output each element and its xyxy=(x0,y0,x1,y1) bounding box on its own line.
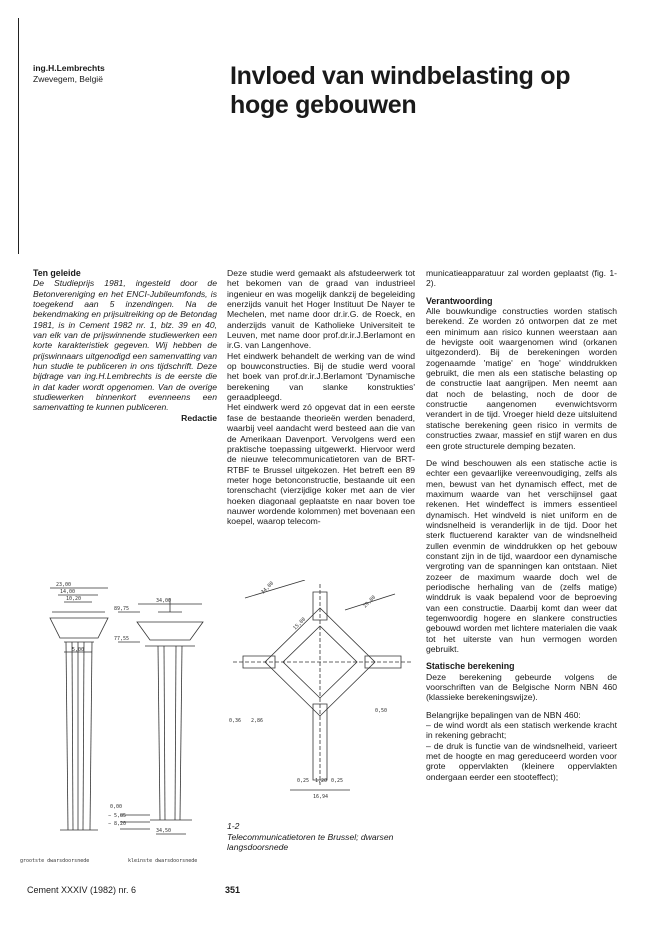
dimension-label: 89,75 xyxy=(114,606,130,612)
dimension-label: 34,50 xyxy=(156,828,172,834)
author-location: Zwevegem, België xyxy=(33,74,103,84)
paragraph: Het eindwerk behandelt de werking van de wind op bouwconstructies. Bij de studie werd vooral het boek van prof.dr.ir.J.Berlamont 'Dynamische berekening van slanke konstrukties' geraadpleegd. xyxy=(227,350,415,403)
dimension-label: 0,50 xyxy=(375,708,388,714)
paragraph: municatieapparatuur zal worden geplaatst (fig. 1-2). xyxy=(426,268,617,289)
dimension-label: 77,55 xyxy=(114,636,130,642)
author-name: ing.H.Lembrechts xyxy=(33,63,105,73)
author-block xyxy=(33,63,105,85)
intro-column xyxy=(33,268,217,423)
dimension-label: 34,00 xyxy=(260,580,276,596)
paragraph: Deze berekening gebeurde volgens de voorschriften van de Belgische Norm NBN 460 (klassieke berekeningswijze). xyxy=(426,671,617,703)
dimension-label: 10,20 xyxy=(66,596,82,602)
dimension-label: 0,25 xyxy=(297,778,310,784)
list-item: – de wind wordt als een statisch werkende kracht in rekening gebracht; xyxy=(426,720,617,741)
paragraph: Deze studie werd gemaakt als afstudeerwerk tot het bekomen van de graad van industrieel ingenieur en was mogelijk dankzij de begeleiding enerzijds vanuit het Hoger Instituut De Nayer te Mechelen, met name door dr.ir.G. de Roeck, en anderzijds vanuit de Katholieke Universiteit te Leuven, met name door prof.dr.ir.J.Berlamont en ir.G. van Langenhove. xyxy=(227,268,415,351)
intro-signature: Redactie xyxy=(181,412,217,423)
figure-caption xyxy=(227,821,427,853)
intro-text: De Studieprijs 1981, ingesteld door de Betonvereniging en het ENCI-Jubileumfonds, is toegekend aan 5 inzendingen. Na de bekendmaking en prijsuitreiking op de Betondag 1981, is in Cement 1982 nr. 1, blz. 39 en 40, van elk van de prijswinnende studiewerken een korte karakteristiek gegeven. Wij hebben de prijswinnaars uitgenodigd een samenvatting van hun studie te publiceren in ons tijdschrift. Deze bijdrage van ing.H.Lembrechts is de eerste die in dat kader wordt opgenomen. Van de overige studiewerken binnenkort evenneens een samenvatting te kunnen publiceren. xyxy=(33,278,217,413)
dimension-label: 34,00 xyxy=(156,598,172,604)
paragraph: Het eindwerk werd zó opgevat dat in een eerste fase de bestaande theorieën werden benaderd, waarbij veel aandacht werd besteed aan die van de Amerikaan Davenport. Vervolgens werd een praktische toepassing uitgewerkt. Hiervoor werd de nieuwe telecommunicatietoren van de BRT-RTBF te Brussel uitgekozen. Het betreft een 89 meter hoge betonconstructie, bestaande uit een torenschacht (vierzijdige koker met aan de vier hoeken diagonaal geplaatste en naar boven toe nauwer wordende kolommen) met bovenaan een koepel, waarop telecom- xyxy=(227,402,415,527)
page-number: 351 xyxy=(225,885,241,895)
title-line-2: hoge gebouwen xyxy=(230,91,417,119)
dimension-label: − 5,85 xyxy=(108,813,127,819)
drawing-label: grootste dwarsdoorsnede xyxy=(20,858,90,864)
caption-number: 1-2 xyxy=(227,821,240,831)
article-title xyxy=(230,62,590,120)
dimension-label: 0,00 xyxy=(110,804,123,810)
footer-journal: Cement XXXIV (1982) nr. 6 xyxy=(27,885,137,895)
dimension-label: 23,00 xyxy=(56,582,72,588)
paragraph: Alle bouwkundige constructies worden statisch berekend. Ze worden zó ontworpen dat ze met een minimum aan risico kunnen weerstaan aan de hevigste ooit waargenomen wind (orkanen uitgezonderd). Bij de berekeningen worden zogenaamde 'matige' en 'hoge' winddrukken gebruikt, die men als een statische belasting op de constructie laat aangrijpen. Men neemt aan dat noch de belasting, noch de door de constructie aangenomen evenwichtsvorm verandert in de tijd. Vroeger hield deze uitsluitend statische berekening geen risico in vermits de constructies zwaar, massief en stijf waren en dus een grote structurele demping bezaten. xyxy=(426,306,617,451)
title-line-1: Invloed van windbelasting op xyxy=(230,62,571,90)
drawing-label: kleinste dwarsdoorsnede xyxy=(128,858,198,864)
dimension-label: 0,36 xyxy=(229,718,242,724)
dimension-label: − 8,20 xyxy=(108,821,127,827)
body-column-3 xyxy=(426,268,617,782)
section-heading: Verantwoording xyxy=(426,295,493,306)
dimension-label: 1,20 xyxy=(315,778,328,784)
dimension-label: 5,00 xyxy=(72,647,85,653)
dimension-label: 16,94 xyxy=(313,794,329,800)
dimension-label: 2,86 xyxy=(251,718,264,724)
margin-rule xyxy=(18,18,19,254)
tower-plan-section xyxy=(225,580,420,815)
caption-text: Telecommunicatietoren te Brussel; dwarsen langsdoorsnede xyxy=(227,831,394,852)
tower-elevation-drawings xyxy=(20,580,225,880)
section-heading: Statische berekening xyxy=(426,661,515,672)
dimension-label: 29,00 xyxy=(362,594,378,610)
paragraph: Belangrijke bepalingen van de NBN 460: xyxy=(426,709,581,720)
list-item: – de druk is functie van de windsnelheid, varieert met de hoogte en mag gereduceerd worden voor grote oppervlakten (kleinere oppervlakten ondergaan eerder een stooteffect); xyxy=(426,740,617,782)
dimension-label: 15,00 xyxy=(292,616,308,632)
paragraph: De wind beschouwen als een statische actie is echter een gevaarlijke vereenvoudiging, zelfs als men, bewust van het dynamisch effect, met de maximum waarde van het verschijnsel gaat rekenen. Het windeffect is immers essentieel dynamisch. Het windveld is niet uniform en de windsnelheid is veranderlijk in de tijd. Door het sterk fluctuerend karakter van de windsnelheid zullen evenmin de winddrukken op het gebouw constant zijn in de tijd, waardoor een dynamische vergroting van de spanningen kan ontstaan. Niet zozeer de maximum waarde doch wel de periodische herhaling van de (zelfs matige) winddruk is vaak bepalend voor de beproeving van een constructie. Daarbij komt dan weer dat tegenwoordig hogere en slankere constructies gebouwd worden met lichtere materialen die vaak tot het uiterste van hun vermogen worden gebruikt. xyxy=(426,457,617,655)
intro-heading: Ten geleide xyxy=(33,268,81,278)
dimension-label: 14,00 xyxy=(60,589,76,595)
dimension-label: 0,25 xyxy=(331,778,344,784)
body-column-2 xyxy=(227,268,415,527)
